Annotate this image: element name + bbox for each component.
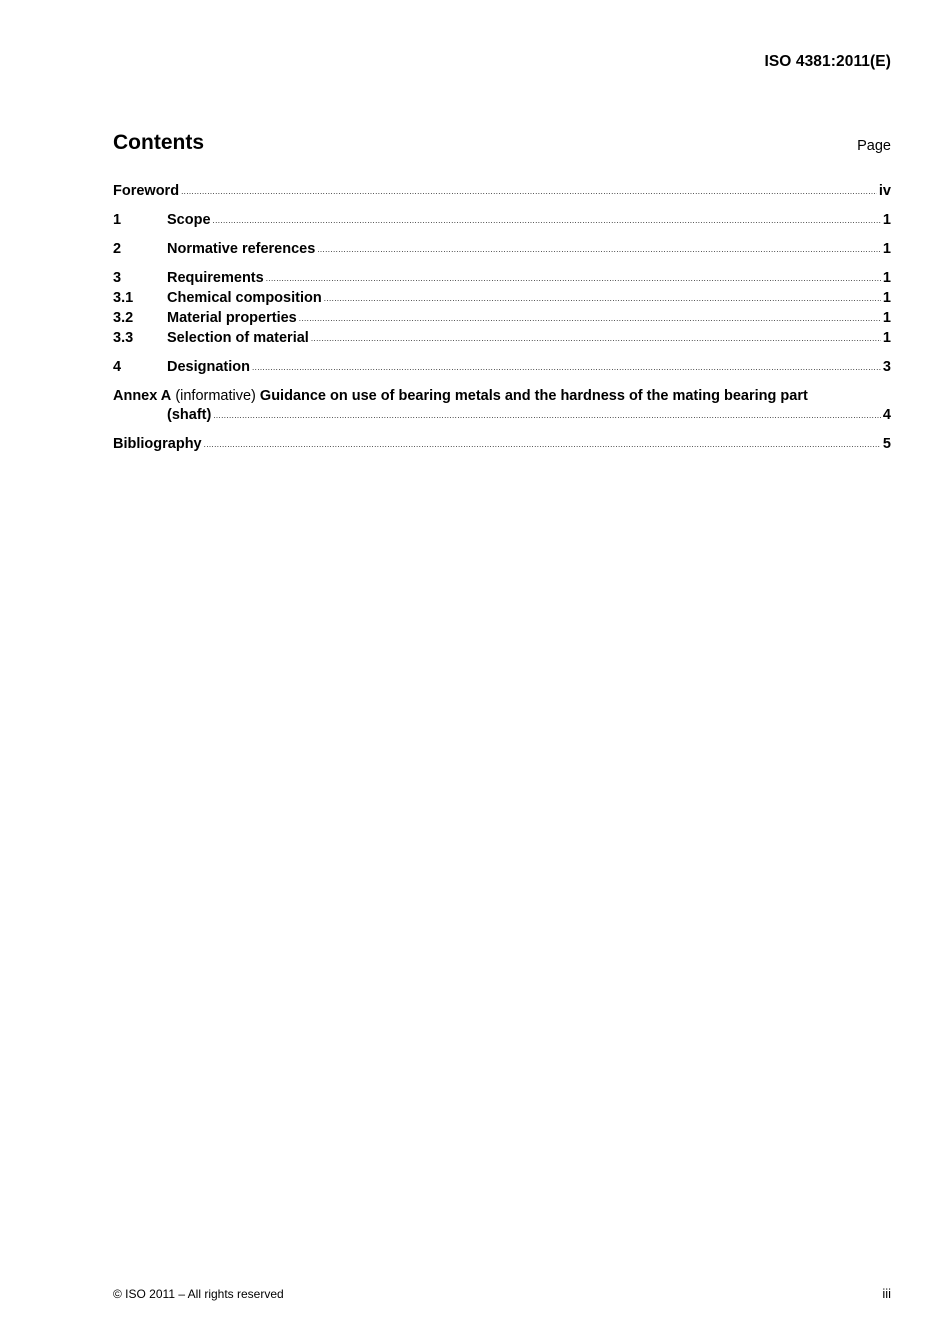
toc-entry-title: Designation bbox=[167, 359, 250, 375]
toc-entry-material-properties[interactable] bbox=[113, 309, 891, 329]
toc-entry-page: 5 bbox=[882, 436, 891, 452]
toc-entry-page: 1 bbox=[882, 290, 891, 306]
toc-entry-page: 1 bbox=[882, 212, 891, 228]
annex-type: (informative) bbox=[175, 388, 256, 404]
toc-entry-chemical-composition[interactable] bbox=[113, 289, 891, 309]
annex-label: Annex A bbox=[113, 388, 172, 404]
toc-entry-number: 3 bbox=[113, 270, 122, 286]
dot-leader bbox=[324, 289, 881, 308]
toc-header bbox=[113, 131, 891, 161]
dot-leader bbox=[204, 435, 881, 454]
toc-entry-annex-a[interactable] bbox=[113, 387, 891, 426]
toc-entry-number: 4 bbox=[113, 359, 122, 375]
toc-entry-normative-references[interactable] bbox=[113, 240, 891, 260]
dot-leader bbox=[181, 182, 877, 201]
page-column-label: Page bbox=[857, 138, 891, 154]
toc-entry-page: iv bbox=[878, 183, 891, 199]
toc-entry-title: Selection of material bbox=[167, 330, 309, 346]
toc-title: Contents bbox=[113, 131, 204, 154]
toc-entry-selection-of-material[interactable] bbox=[113, 329, 891, 349]
toc-entry-page: 1 bbox=[882, 241, 891, 257]
toc-entry-page: 3 bbox=[882, 359, 891, 375]
toc-entry-page: 1 bbox=[882, 330, 891, 346]
toc-entry-title: Material properties bbox=[167, 310, 297, 326]
toc-entry-number: 3.3 bbox=[113, 330, 134, 346]
dot-leader bbox=[213, 211, 881, 230]
toc-entry-number: 1 bbox=[113, 212, 122, 228]
toc-entry-foreword[interactable] bbox=[113, 182, 891, 202]
dot-leader bbox=[299, 309, 881, 328]
annex-continuation-line bbox=[113, 406, 891, 426]
toc-entry-page: 1 bbox=[882, 270, 891, 286]
document-id: ISO 4381:2011(E) bbox=[764, 53, 891, 70]
page-number: iii bbox=[882, 1286, 891, 1301]
toc-entry-requirements[interactable] bbox=[113, 269, 891, 289]
toc-entry-title: Scope bbox=[167, 212, 211, 228]
dot-leader bbox=[252, 358, 881, 377]
dot-leader bbox=[311, 329, 881, 348]
copyright-notice: © ISO 2011 – All rights reserved bbox=[113, 1287, 284, 1301]
toc-entry-title: Foreword bbox=[113, 183, 180, 199]
annex-title: Guidance on use of bearing metals and the hardness of the mating bearing part bbox=[259, 388, 808, 404]
toc-entry-number: 2 bbox=[113, 241, 122, 257]
page-footer bbox=[113, 1286, 891, 1306]
toc-entry-title: Bibliography bbox=[113, 436, 202, 452]
toc-entry-title: Requirements bbox=[167, 270, 264, 286]
toc-entry-title: Normative references bbox=[167, 241, 316, 257]
toc-entry-number: 3.1 bbox=[113, 290, 134, 306]
toc-entry-scope[interactable] bbox=[113, 211, 891, 231]
annex-heading-line bbox=[113, 387, 891, 406]
table-of-contents bbox=[113, 182, 891, 455]
annex-title-continuation: (shaft) bbox=[167, 407, 212, 423]
toc-entry-title: Chemical composition bbox=[167, 290, 322, 306]
dot-leader bbox=[317, 240, 881, 259]
toc-entry-page: 4 bbox=[882, 407, 891, 423]
toc-entry-number: 3.2 bbox=[113, 310, 134, 326]
dot-leader bbox=[213, 406, 881, 425]
dot-leader bbox=[266, 269, 881, 288]
toc-entry-designation[interactable] bbox=[113, 358, 891, 378]
toc-entry-bibliography[interactable] bbox=[113, 435, 891, 455]
toc-entry-page: 1 bbox=[882, 310, 891, 326]
